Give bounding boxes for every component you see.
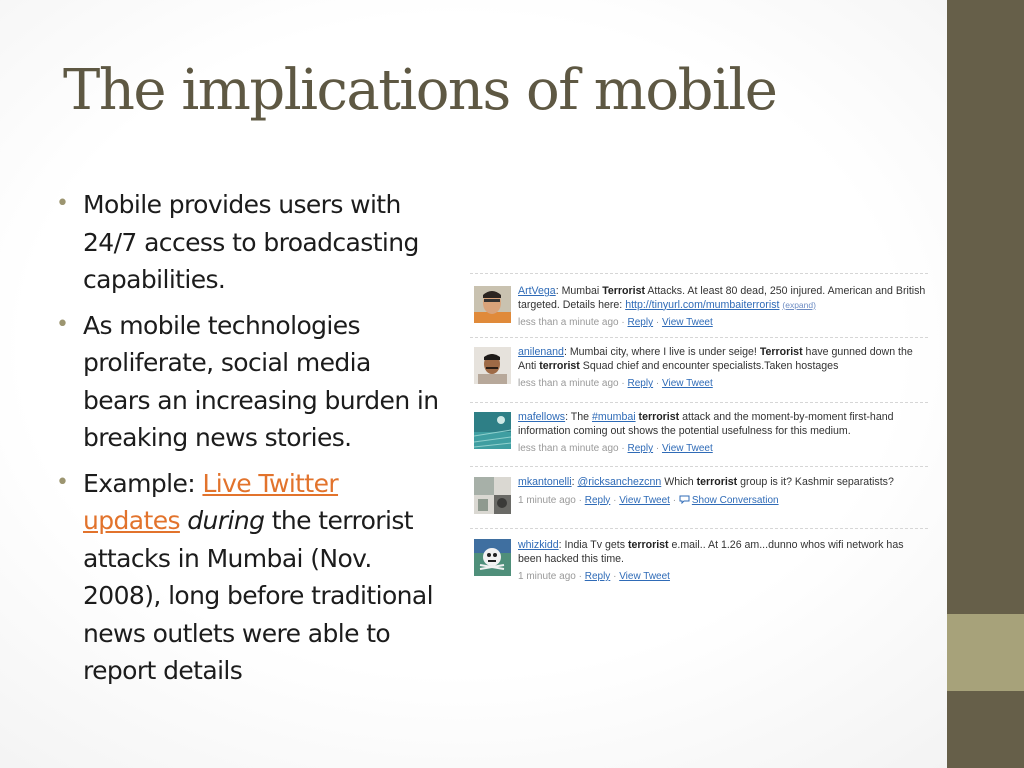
tweet-meta [518, 316, 928, 329]
show-conversation-link[interactable]: Show Conversation [691, 494, 779, 506]
tweet-username-link[interactable]: mafellows [518, 411, 566, 423]
tweet-body: e.mail.. At 1.26 am...dunno whos wifi network has been hacked this time. [518, 539, 904, 565]
bullet-text: Example: [83, 468, 203, 498]
tweet-body: : India Tv gets [558, 539, 628, 551]
meta-separator: · [653, 443, 662, 454]
tweet [470, 466, 928, 528]
meta-separator: · [653, 378, 662, 389]
meta-separator: · [618, 378, 628, 389]
meta-separator: · [610, 571, 620, 582]
tweet-keyword: terrorist [638, 411, 680, 423]
tweet-text [518, 346, 928, 373]
reply-link[interactable]: Reply [584, 494, 611, 506]
bullet-dot-icon: • [56, 191, 69, 216]
meta-separator: · [618, 317, 628, 328]
meta-separator: · [653, 317, 662, 328]
tweet [470, 402, 928, 466]
avatar [474, 347, 511, 384]
meta-separator: · [669, 494, 679, 506]
sidebar-accent-light [947, 614, 1024, 691]
tweet-text [518, 411, 928, 438]
tweet-meta [518, 570, 928, 583]
tweet-meta [518, 494, 928, 508]
bullet-list [55, 186, 440, 698]
view-tweet-link[interactable]: View Tweet [661, 443, 713, 454]
tweet-keyword: Terrorist [602, 285, 645, 297]
tweet-body: attack and the moment-by-moment first-hand information coming out shows the potential usefulness for this medium. [518, 411, 894, 437]
tweet-timestamp: 1 minute ago [518, 494, 576, 506]
reply-link[interactable]: Reply [627, 443, 654, 454]
bullet-text: the terrorist attacks in Mumbai (Nov. 2008), long before traditional news outlets were able to report details [83, 506, 433, 685]
twitter-search-results-image [470, 273, 928, 590]
tweet-keyword: terrorist [539, 359, 580, 372]
tweet-body: : The [565, 411, 593, 423]
reply-link[interactable]: Reply [627, 378, 654, 389]
tweet-keyword: terrorist [627, 539, 669, 551]
tweet-username-link[interactable]: anilenand [518, 346, 564, 358]
tweet [470, 273, 928, 337]
bullet-text: As mobile technologies proliferate, social media bears an increasing burden in breaking news stories. [83, 310, 439, 452]
tweet-meta [518, 377, 928, 390]
mention-link[interactable]: @ricksanchezcnn [577, 476, 662, 488]
speech-bubble-icon [679, 495, 690, 508]
tweet-body: : [571, 476, 578, 488]
meta-separator: · [618, 443, 628, 454]
tweet-body: group is it? Kashmir separatists? [737, 476, 894, 488]
view-tweet-link[interactable]: View Tweet [619, 571, 670, 582]
tweet-body: : Mumbai city, where I live is under seige! [563, 346, 760, 358]
live-twitter-updates-link[interactable]: Live Twitter updates [83, 468, 339, 535]
tweet-body: : Mumbai [555, 285, 603, 297]
hashtag-link[interactable]: #mumbai [592, 411, 636, 423]
view-tweet-link[interactable]: View Tweet [661, 378, 713, 389]
avatar [474, 539, 511, 576]
view-tweet-link[interactable]: View Tweet [661, 317, 713, 328]
tweet-username-link[interactable]: whizkidd [518, 539, 559, 551]
tweet-body: Attacks. At least 80 dead, 250 injured. American and British targeted. Details here: [518, 285, 926, 311]
avatar [474, 477, 511, 514]
bullet-text: Mobile provides users with 24/7 access to broadcasting capabilities. [83, 190, 419, 294]
tweet-timestamp: 1 minute ago [518, 571, 576, 582]
tweet [470, 528, 928, 590]
bullet-item [55, 307, 440, 457]
bullet-item [55, 465, 440, 690]
bullet-item [55, 186, 440, 299]
tweet-text [518, 476, 928, 490]
tweet-username-link[interactable]: mkantonelli [518, 476, 572, 488]
meta-separator: · [575, 571, 585, 582]
reply-link[interactable]: Reply [627, 317, 654, 328]
tweet-meta [518, 442, 928, 455]
tweet-text [518, 285, 928, 312]
bullet-dot-icon: • [56, 469, 69, 495]
view-tweet-link[interactable]: View Tweet [619, 494, 670, 506]
tweet-url-link[interactable]: http://tinyurl.com/mumbaiterrorist [625, 298, 780, 311]
tweet [470, 337, 928, 402]
tweet-keyword: terrorist [696, 476, 738, 488]
tweet-text [518, 539, 928, 566]
tweet-timestamp: less than a minute ago [518, 317, 619, 328]
expand-link[interactable]: (expand) [782, 299, 816, 310]
tweet-timestamp: less than a minute ago [518, 443, 619, 454]
tweet-body: have gunned down the Anti [518, 346, 913, 372]
tweet-username-link[interactable]: ArtVega [518, 285, 556, 297]
reply-link[interactable]: Reply [584, 571, 611, 582]
meta-separator: · [575, 494, 585, 506]
tweet-keyword: Terrorist [759, 346, 803, 358]
tweet-body: Squad chief and encounter specialists.Taken hostages [579, 359, 839, 372]
avatar [474, 286, 511, 323]
avatar [474, 412, 511, 449]
tweet-timestamp: less than a minute ago [518, 378, 619, 389]
bullet-emphasis: during [187, 506, 265, 535]
tweet-body: Which [661, 476, 697, 488]
slide-title: The implications of mobile [63, 58, 777, 123]
meta-separator: · [610, 494, 620, 506]
bullet-dot-icon: • [56, 311, 69, 337]
